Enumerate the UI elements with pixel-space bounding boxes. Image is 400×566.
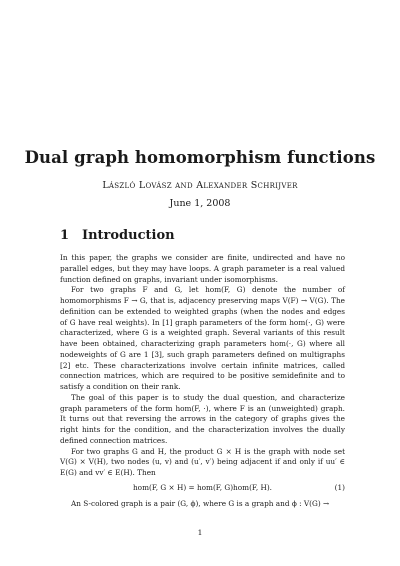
equation-1 [60, 483, 345, 494]
section-number: 1 [60, 228, 70, 243]
section-body [60, 253, 345, 510]
paragraph-4: For two graphs G and H, the product G × H is the graph with node set V(G) × V(H), two nodes (u, v) and (u′, v′) being adjacent if and only if uu′ ∈ E(G) and vv′ ∈ E(H). Then [60, 446, 345, 477]
paper-title: Dual graph homomorphism functions [24, 148, 376, 167]
paragraph-1: In this paper, the graphs we consider are finite, undirected and have no parallel edges, but they may have loops. A graph parameter is a real valued function defined on graphs, invariant under isomorphisms. [60, 253, 345, 284]
paper-date: June 1, 2008 [169, 198, 231, 209]
section-heading [60, 228, 350, 243]
page-number: 1 [197, 528, 203, 537]
paragraph-5: An S-colored graph is a pair (G, ϕ), where G is a graph and ϕ : V(G) → [71, 498, 330, 508]
equation-text: hom(F, G × H) = hom(F, G)hom(F, H). [132, 482, 273, 492]
paper-authors: László Lovász and Alexander Schrijver [102, 180, 298, 191]
section-title: Introduction [82, 228, 175, 243]
equation-number: (1) [334, 482, 345, 492]
paragraph-3: The goal of this paper is to study the dual question, and characterize graph parameters of the form hom(F, ·), where F is an (unweighted) graph. It turns out that reversing the arrows in the category of graphs gives the right hints for the condition, and the characterization involves the dually defined connection matrices. [60, 392, 345, 445]
paragraph-2: For two graphs F and G, let hom(F, G) denote the number of homomorphisms F → G, that is, adjacency preserving maps V(F) → V(G). The definition can be extended to weighted graphs (when the nodes and edges of G have real weights). In [1] graph parameters of the form hom(·, G) were characterized, where G is a weighted graph. Several variants of this result have been obtained, characterizing graph parameters hom(·, G) where all nodeweights of G are 1 [3], such graph parameters defined on multigraphs [2] etc. These characterizations involve certain infinite matrices, called connection matrices, which are required to be positive semidefinite and to satisfy a condition on their rank. [60, 285, 345, 391]
